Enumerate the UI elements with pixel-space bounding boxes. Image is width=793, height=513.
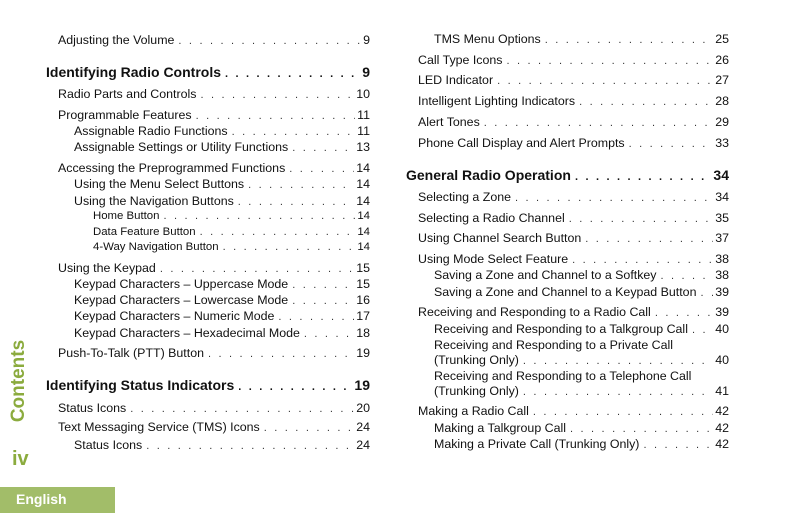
dot-leader (304, 327, 354, 342)
toc-entry[interactable] (406, 437, 729, 453)
dot-leader (661, 269, 714, 284)
toc-entry[interactable] (406, 211, 729, 227)
dot-leader (130, 402, 354, 417)
language-tab: English (0, 487, 115, 513)
toc-entry-title-continued: (Trunking Only) (434, 384, 519, 398)
toc-entry-title-continued: (Trunking Only) (434, 353, 519, 367)
toc-entry[interactable] (406, 73, 729, 89)
toc-entry-title: Accessing the Preprogrammed Functions (58, 161, 286, 175)
toc-page-number: 24 (356, 438, 370, 452)
toc-page-number: 26 (715, 53, 729, 67)
dot-leader (643, 438, 713, 453)
toc-entry[interactable] (46, 420, 370, 436)
toc-entry-title: Status Icons (74, 438, 143, 452)
toc-entry[interactable] (406, 268, 729, 284)
toc-page-number: 19 (356, 346, 370, 360)
dot-leader (163, 209, 355, 224)
toc-page-number: 14 (356, 177, 370, 191)
toc-entry[interactable] (406, 369, 729, 400)
dot-leader (692, 323, 713, 338)
toc-entry[interactable] (46, 177, 370, 193)
toc-entry[interactable] (406, 421, 729, 437)
toc-page-number: 28 (715, 94, 729, 108)
toc-entry-title: Receiving and Responding to a Talkgroup Call (434, 322, 688, 336)
dot-leader (523, 385, 713, 400)
toc-entry[interactable] (406, 115, 729, 131)
dot-leader (225, 67, 360, 82)
toc-entry[interactable] (406, 285, 729, 301)
toc-page-number: 11 (357, 108, 370, 122)
toc-entry-title: Making a Radio Call (418, 404, 529, 418)
toc-entry-title: Identifying Radio Controls (46, 64, 221, 80)
toc-page-number: 39 (715, 285, 729, 299)
toc-entry-title: 4-Way Navigation Button (93, 241, 219, 253)
toc-entry[interactable] (46, 108, 370, 124)
toc-page-number: 27 (715, 73, 729, 87)
toc-entry-title: General Radio Operation (406, 167, 571, 183)
toc-page-number: 14 (356, 161, 370, 175)
toc-entry[interactable] (46, 438, 370, 454)
dot-leader (700, 286, 713, 301)
toc-page-number: 9 (362, 64, 370, 80)
toc-page-number: 9 (363, 33, 370, 47)
toc-page-number: 13 (356, 140, 370, 154)
toc-entry-title: Making a Private Call (Trunking Only) (434, 437, 640, 451)
toc-entry[interactable] (406, 53, 729, 69)
toc-entry[interactable] (406, 305, 729, 321)
toc-entry[interactable] (406, 94, 729, 110)
toc-entry[interactable] (46, 140, 370, 156)
toc-entry-title: Adjusting the Volume (58, 33, 175, 47)
toc-page-number: 14 (357, 241, 370, 253)
toc-entry[interactable] (406, 190, 729, 206)
toc-entry[interactable] (46, 161, 370, 177)
dot-leader (146, 439, 354, 454)
toc-entry-title: Making a Talkgroup Call (434, 421, 567, 435)
toc-entry-title: Call Type Icons (418, 53, 503, 67)
toc-entry-title: Saving a Zone and Channel to a Softkey (434, 268, 657, 282)
toc-entry[interactable] (406, 32, 729, 48)
toc-entry-title: Radio Parts and Controls (58, 87, 197, 101)
dot-leader (289, 162, 354, 177)
dot-leader (655, 306, 713, 321)
toc-entry[interactable] (46, 87, 370, 103)
section-tab (6, 340, 32, 422)
toc-page-number: 33 (715, 136, 729, 150)
toc-page-number: 20 (356, 401, 370, 415)
dot-leader (506, 54, 713, 69)
dot-leader (629, 137, 714, 152)
toc-entry-title: Data Feature Button (93, 226, 196, 238)
dot-leader (292, 141, 354, 156)
dot-leader (572, 253, 713, 268)
toc-entry-title: Keypad Characters – Hexadecimal Mode (74, 326, 300, 340)
toc-entry-title: Push-To-Talk (PTT) Button (58, 346, 204, 360)
toc-page-number: 14 (357, 210, 370, 222)
toc-entry-title: Receiving and Responding to a Private Call (434, 338, 674, 352)
dot-leader (497, 74, 713, 89)
toc-page-number: 24 (356, 420, 370, 434)
toc-entry[interactable] (46, 309, 370, 325)
toc-entry[interactable] (46, 346, 370, 362)
toc-entry-title: Intelligent Lighting Indicators (418, 94, 576, 108)
toc-page-number: 16 (356, 293, 370, 307)
toc-page-number: 14 (356, 194, 370, 208)
toc-entry-title: Selecting a Zone (418, 190, 511, 204)
toc-page-number: 42 (715, 421, 729, 435)
dot-leader (223, 240, 356, 255)
toc-entry[interactable] (406, 338, 729, 369)
toc-entry[interactable] (46, 240, 370, 255)
toc-entry[interactable] (46, 401, 370, 417)
toc-page-number: 34 (713, 167, 729, 183)
toc-entry[interactable] (46, 33, 370, 49)
toc-entry-title: Phone Call Display and Alert Prompts (418, 136, 625, 150)
dot-leader (575, 170, 711, 185)
toc-page-number: 17 (356, 309, 370, 323)
dot-leader (545, 33, 713, 48)
toc-entry-title: LED Indicator (418, 73, 494, 87)
dot-leader (523, 354, 713, 369)
toc-section-heading[interactable] (46, 378, 370, 395)
dot-leader (579, 95, 713, 110)
toc-page-number: 11 (357, 124, 370, 138)
toc-section-heading[interactable] (46, 65, 370, 82)
dot-leader (232, 125, 356, 140)
toc-section-heading[interactable] (406, 168, 729, 185)
toc-entry-title: TMS Menu Options (434, 32, 541, 46)
dot-leader (515, 191, 713, 206)
toc-entry[interactable] (46, 209, 370, 224)
dot-leader (200, 88, 354, 103)
toc-page-number: 40 (715, 353, 729, 367)
toc-entry[interactable] (46, 194, 370, 210)
dot-leader (200, 225, 356, 240)
toc-entry-title: Keypad Characters – Lowercase Mode (74, 293, 289, 307)
dot-leader (238, 195, 354, 210)
toc-page-number: 18 (356, 326, 370, 340)
toc-entry-title: Receiving and Responding to a Telephone Call (434, 369, 692, 383)
toc-entry[interactable] (406, 252, 729, 268)
toc-entry-title: Using Mode Select Feature (418, 252, 569, 266)
toc-page-number: 29 (715, 115, 729, 129)
toc-page-number: 42 (715, 437, 729, 451)
toc-page-number: 37 (715, 231, 729, 245)
toc-entry-title: Keypad Characters – Uppercase Mode (74, 277, 289, 291)
toc-entry-title: Using Channel Search Button (418, 231, 582, 245)
dot-leader (292, 294, 354, 309)
toc-entry[interactable] (46, 277, 370, 293)
toc-entry-title: Home Button (93, 210, 160, 222)
toc-page-number: 39 (715, 305, 729, 319)
toc-page-number: 38 (715, 252, 729, 266)
toc-entry-title: Saving a Zone and Channel to a Keypad Button (434, 285, 697, 299)
dot-leader (178, 34, 361, 49)
toc-page-number: 35 (715, 211, 729, 225)
dot-leader (569, 212, 713, 227)
toc-entry[interactable] (406, 136, 729, 152)
toc-page-number: 38 (715, 268, 729, 282)
toc-entry-title: Identifying Status Indicators (46, 377, 235, 393)
toc-page-number: 15 (356, 261, 370, 275)
toc-page-number: 10 (356, 87, 370, 101)
dot-leader (196, 109, 356, 124)
toc-entry-title: Receiving and Responding to a Radio Call (418, 305, 651, 319)
toc-entry[interactable] (46, 293, 370, 309)
dot-leader (585, 232, 713, 247)
dot-leader (484, 116, 713, 131)
dot-leader (533, 405, 713, 420)
toc-entry-title: Using the Navigation Buttons (74, 194, 234, 208)
toc-page-number: 41 (715, 384, 729, 398)
dot-leader (248, 178, 354, 193)
toc-entry-title: Selecting a Radio Channel (418, 211, 565, 225)
dot-leader (238, 380, 352, 395)
dot-leader (264, 421, 354, 436)
toc-page-number: 25 (715, 32, 729, 46)
toc-entry[interactable] (406, 231, 729, 247)
toc-page-number: 15 (356, 277, 370, 291)
toc-page-number: 34 (715, 190, 729, 204)
toc-entry[interactable] (46, 124, 370, 140)
toc-entry-title: Assignable Settings or Utility Functions (74, 140, 289, 154)
toc-entry-title: Status Icons (58, 401, 127, 415)
toc-entry[interactable] (406, 404, 729, 420)
toc-page-number: 19 (354, 377, 370, 393)
toc-entry[interactable] (406, 322, 729, 338)
toc-entry-title: Keypad Characters – Numeric Mode (74, 309, 275, 323)
toc-entry-title: Assignable Radio Functions (74, 124, 228, 138)
toc-entry[interactable] (46, 326, 370, 342)
dot-leader (160, 262, 354, 277)
toc-entry-title: Alert Tones (418, 115, 480, 129)
dot-leader (292, 278, 354, 293)
toc-entry-title: Using the Menu Select Buttons (74, 177, 245, 191)
toc-page-number: 42 (715, 404, 729, 418)
dot-leader (208, 347, 354, 362)
toc-entry-title: Using the Keypad (58, 261, 156, 275)
section-label: Contents (8, 339, 29, 423)
toc-entry[interactable] (46, 225, 370, 240)
page-number: iv (12, 448, 29, 470)
toc-entry-title: Text Messaging Service (TMS) Icons (58, 420, 260, 434)
toc-page-number: 40 (715, 322, 729, 336)
toc-entry-title: Programmable Features (58, 108, 192, 122)
dot-leader (278, 310, 354, 325)
toc-page-number: 14 (357, 226, 370, 238)
toc-entry[interactable] (46, 261, 370, 277)
dot-leader (570, 422, 713, 437)
